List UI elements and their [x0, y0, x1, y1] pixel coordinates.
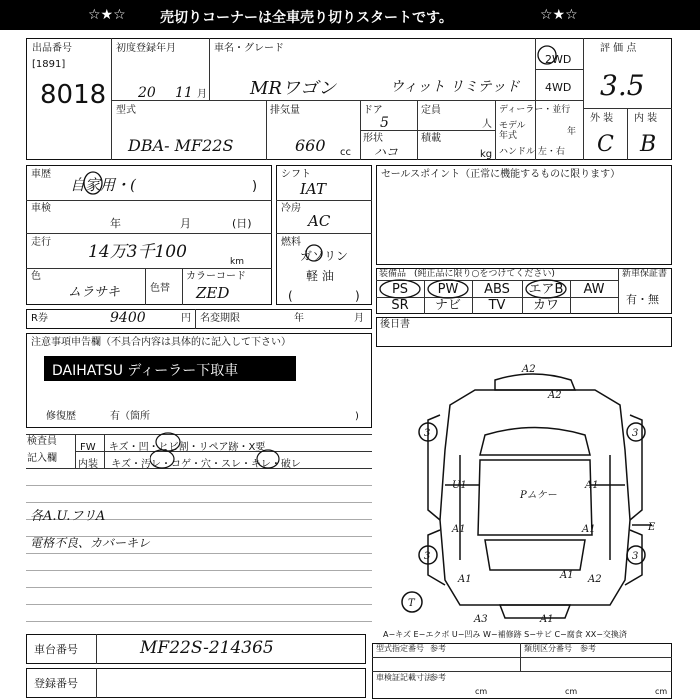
name-change-year: 年 — [294, 313, 304, 324]
chassis-value: MF22S-214365 — [140, 638, 274, 658]
damage-mark-t: T — [408, 598, 415, 609]
recycle-yen: 円 — [181, 313, 191, 324]
doors-label: ドア — [363, 105, 383, 116]
equip-sr: SR — [391, 298, 409, 313]
lot-sub: [1891] — [32, 59, 66, 70]
first-reg-year: 20 — [138, 85, 156, 101]
damage-mark-tire-fl: 3 — [424, 428, 431, 439]
inspection-month: 月 — [180, 217, 191, 230]
capacity-label: 定員 — [421, 105, 441, 116]
repair-close: ) — [355, 411, 359, 422]
later-doc-block — [376, 317, 672, 347]
spec-category-label: 類別区分番号 — [524, 644, 572, 653]
equip-pw: PW — [437, 282, 459, 297]
history-circle — [82, 170, 104, 196]
equipment-circles — [376, 277, 622, 301]
sales-point-label: セールスポイント（正常に機能するものに限ります） — [381, 169, 621, 180]
equip-navi: ナビ — [434, 298, 461, 313]
displacement-unit: cc — [340, 147, 351, 158]
banner-text: 売切りコーナーは全車売り切りスタートです。 — [160, 10, 453, 26]
warranty-label: 新車保証書 — [622, 269, 668, 279]
inspector-label-2: 記入欄 — [27, 453, 57, 464]
declare-label: 注意事項申告欄（不具合内容は具体的に記入して下さい） — [31, 337, 291, 348]
damage-mark-rear-left: A3 — [474, 614, 488, 625]
spec-reg-ref: 参考 — [430, 673, 446, 682]
inspector-circles — [150, 432, 280, 472]
equipment-label: 装備品 — [379, 269, 407, 279]
damage-mark-rear-hatch: A1 — [560, 570, 574, 581]
color-label: 色 — [31, 271, 41, 282]
recycle-row — [26, 309, 372, 329]
name-change-month: 月 — [354, 313, 364, 324]
mileage-value: 14万3千100 — [88, 242, 187, 262]
interior-label: 内 装 — [634, 113, 658, 124]
first-reg-month-unit: 月 — [197, 89, 207, 100]
dealer-label: ディーラー・並行 — [499, 105, 571, 115]
load-unit: kg — [480, 149, 493, 160]
score-label: 評 価 点 — [600, 43, 637, 54]
equip-tv: TV — [488, 298, 506, 313]
equip-leather: カワ — [532, 298, 559, 313]
color-change-label: 色替 — [150, 283, 170, 294]
car-grade: ウィット リミテッド — [390, 79, 520, 95]
inspector-row-1: FW キズ・凹・ヒビ割・リペア跡・X要 — [80, 442, 266, 453]
load-label: 積載 — [421, 133, 441, 144]
damage-mark-tire-rl: 3 — [424, 551, 431, 562]
car-name-label: 車名・グレード — [214, 43, 284, 54]
damage-mark-left-quarter: A1 — [458, 574, 472, 585]
exterior-grade: C — [597, 132, 614, 157]
color-code-value: ZED — [196, 284, 230, 302]
fuel-gasoline: ガソリン — [300, 249, 349, 263]
equip-aw: AW — [583, 282, 605, 297]
lot-label: 出品番号 — [32, 43, 72, 54]
shift-value: IAT — [300, 180, 326, 198]
handwritten-note-2: 電格不良、カバーキレ — [30, 536, 150, 550]
exterior-label: 外 装 — [590, 113, 614, 124]
spec-type-ref: 参考 — [430, 644, 446, 653]
color-value: ムラサキ — [68, 285, 121, 300]
fuel-paren-open: ( — [288, 289, 293, 303]
damage-mark-roof: Pムケー — [520, 490, 557, 501]
model-year-sub: 年式 — [499, 131, 518, 141]
chassis-label: 車台番号 — [34, 643, 78, 656]
damage-mark-front: A2 — [522, 364, 536, 375]
recycle-label: R券 — [31, 313, 48, 324]
score-value: 3.5 — [600, 69, 645, 102]
spec-category-ref: 参考 — [580, 644, 596, 653]
fuel-paren-close: ) — [355, 289, 360, 303]
displacement-label: 排気量 — [270, 105, 300, 116]
sales-point-block — [376, 165, 672, 265]
damage-mark-right-edge: E — [648, 522, 656, 533]
banner-stars-right: ☆★☆ — [540, 7, 578, 23]
shape-value: ハコ — [374, 145, 399, 159]
ac-value: AC — [308, 212, 331, 230]
repair-value: 有（箇所 — [110, 411, 150, 422]
damage-mark-hood: A2 — [548, 390, 562, 401]
spec-dim-2: cm — [565, 687, 578, 696]
inspection-year: 年 — [110, 217, 121, 230]
drive-2wd: 2WD — [545, 53, 572, 66]
damage-legend: A−キズ E−エクボ U−凹み W−補修跡 S−サビ C−腐食 XX−交換済 — [383, 630, 627, 639]
fuel-circle — [304, 243, 324, 263]
warranty-value: 有・無 — [626, 293, 659, 306]
inspector-row-2: 内装 キズ・汚レ・コゲ・穴・スレ・キレ・破レ — [78, 459, 301, 470]
inspection-label: 車検 — [31, 203, 51, 214]
spec-dim-3: cm — [655, 687, 668, 696]
name-change-label: 名変期限 — [200, 313, 240, 324]
history-value: 自家用・( — [70, 176, 136, 194]
top-banner — [0, 0, 700, 30]
drive-4wd: 4WD — [545, 81, 572, 94]
interior-grade: B — [640, 132, 657, 157]
first-reg-label: 初度登録年月 — [116, 43, 176, 54]
model-value: DBA- MF22S — [128, 136, 234, 155]
header-block — [26, 38, 672, 160]
registration-label: 登録番号 — [34, 677, 78, 690]
capacity-unit: 人 — [482, 119, 492, 130]
handwritten-note-1: 各A.U.フリA — [30, 509, 106, 524]
model-year-unit: 年 — [567, 127, 577, 137]
car-damage-diagram — [400, 360, 670, 630]
spec-type-label: 型式指定番号 — [376, 644, 424, 653]
damage-mark-left-front: U1 — [452, 480, 467, 491]
displacement-value: 660 — [295, 136, 326, 155]
fuel-label: 燃料 — [281, 237, 301, 248]
lot-number: 8018 — [40, 80, 107, 110]
spec-dim-1: cm — [475, 687, 488, 696]
shift-label: シフト — [281, 169, 311, 180]
doors-value: 5 — [380, 115, 389, 131]
damage-mark-right-quarter: A2 — [588, 574, 602, 585]
car-name: MRワゴン — [250, 78, 336, 99]
spec-reg-label: 車検証記載寸法 — [376, 673, 432, 682]
damage-mark-tire-fr: 3 — [632, 428, 639, 439]
damage-mark-right-rear: A1 — [582, 524, 596, 535]
history-close: ) — [252, 179, 258, 194]
recycle-value: 9400 — [110, 310, 146, 326]
equip-abs: ABS — [484, 282, 510, 297]
mileage-unit: km — [230, 257, 244, 267]
damage-mark-tire-rr: 3 — [632, 551, 639, 562]
fuel-diesel: 軽 油 — [306, 269, 334, 283]
repair-label: 修復歴 — [46, 411, 76, 422]
inspector-label-1: 検査員 — [27, 436, 57, 447]
dealer-tag: DAIHATSU ディーラー下取車 — [44, 356, 296, 381]
equip-airbag: エアB — [528, 282, 564, 297]
first-reg-month: 11 — [175, 85, 193, 101]
model-label: 型式 — [116, 105, 136, 116]
color-code-label: カラーコード — [186, 271, 246, 282]
ac-label: 冷房 — [281, 203, 301, 214]
details-block — [26, 165, 272, 305]
equipment-note: (純正品に限り○をつけてください) — [414, 269, 555, 279]
damage-mark-rear-right: A1 — [540, 614, 554, 625]
history-label: 車歴 — [31, 169, 51, 180]
damage-mark-left-rear: A1 — [452, 524, 466, 535]
model-year-label: モデル — [499, 121, 526, 131]
equip-ps: PS — [391, 282, 409, 297]
mileage-label: 走行 — [31, 237, 51, 248]
inspection-day: (日) — [232, 217, 252, 230]
drive-2wd-circle — [536, 44, 558, 66]
later-doc-label: 後日書 — [380, 319, 410, 330]
banner-stars-left: ☆★☆ — [88, 7, 126, 23]
handle-label: ハンドル 左・右 — [499, 147, 565, 157]
damage-mark-right-front: A1 — [585, 480, 599, 491]
shape-label: 形状 — [363, 133, 383, 144]
